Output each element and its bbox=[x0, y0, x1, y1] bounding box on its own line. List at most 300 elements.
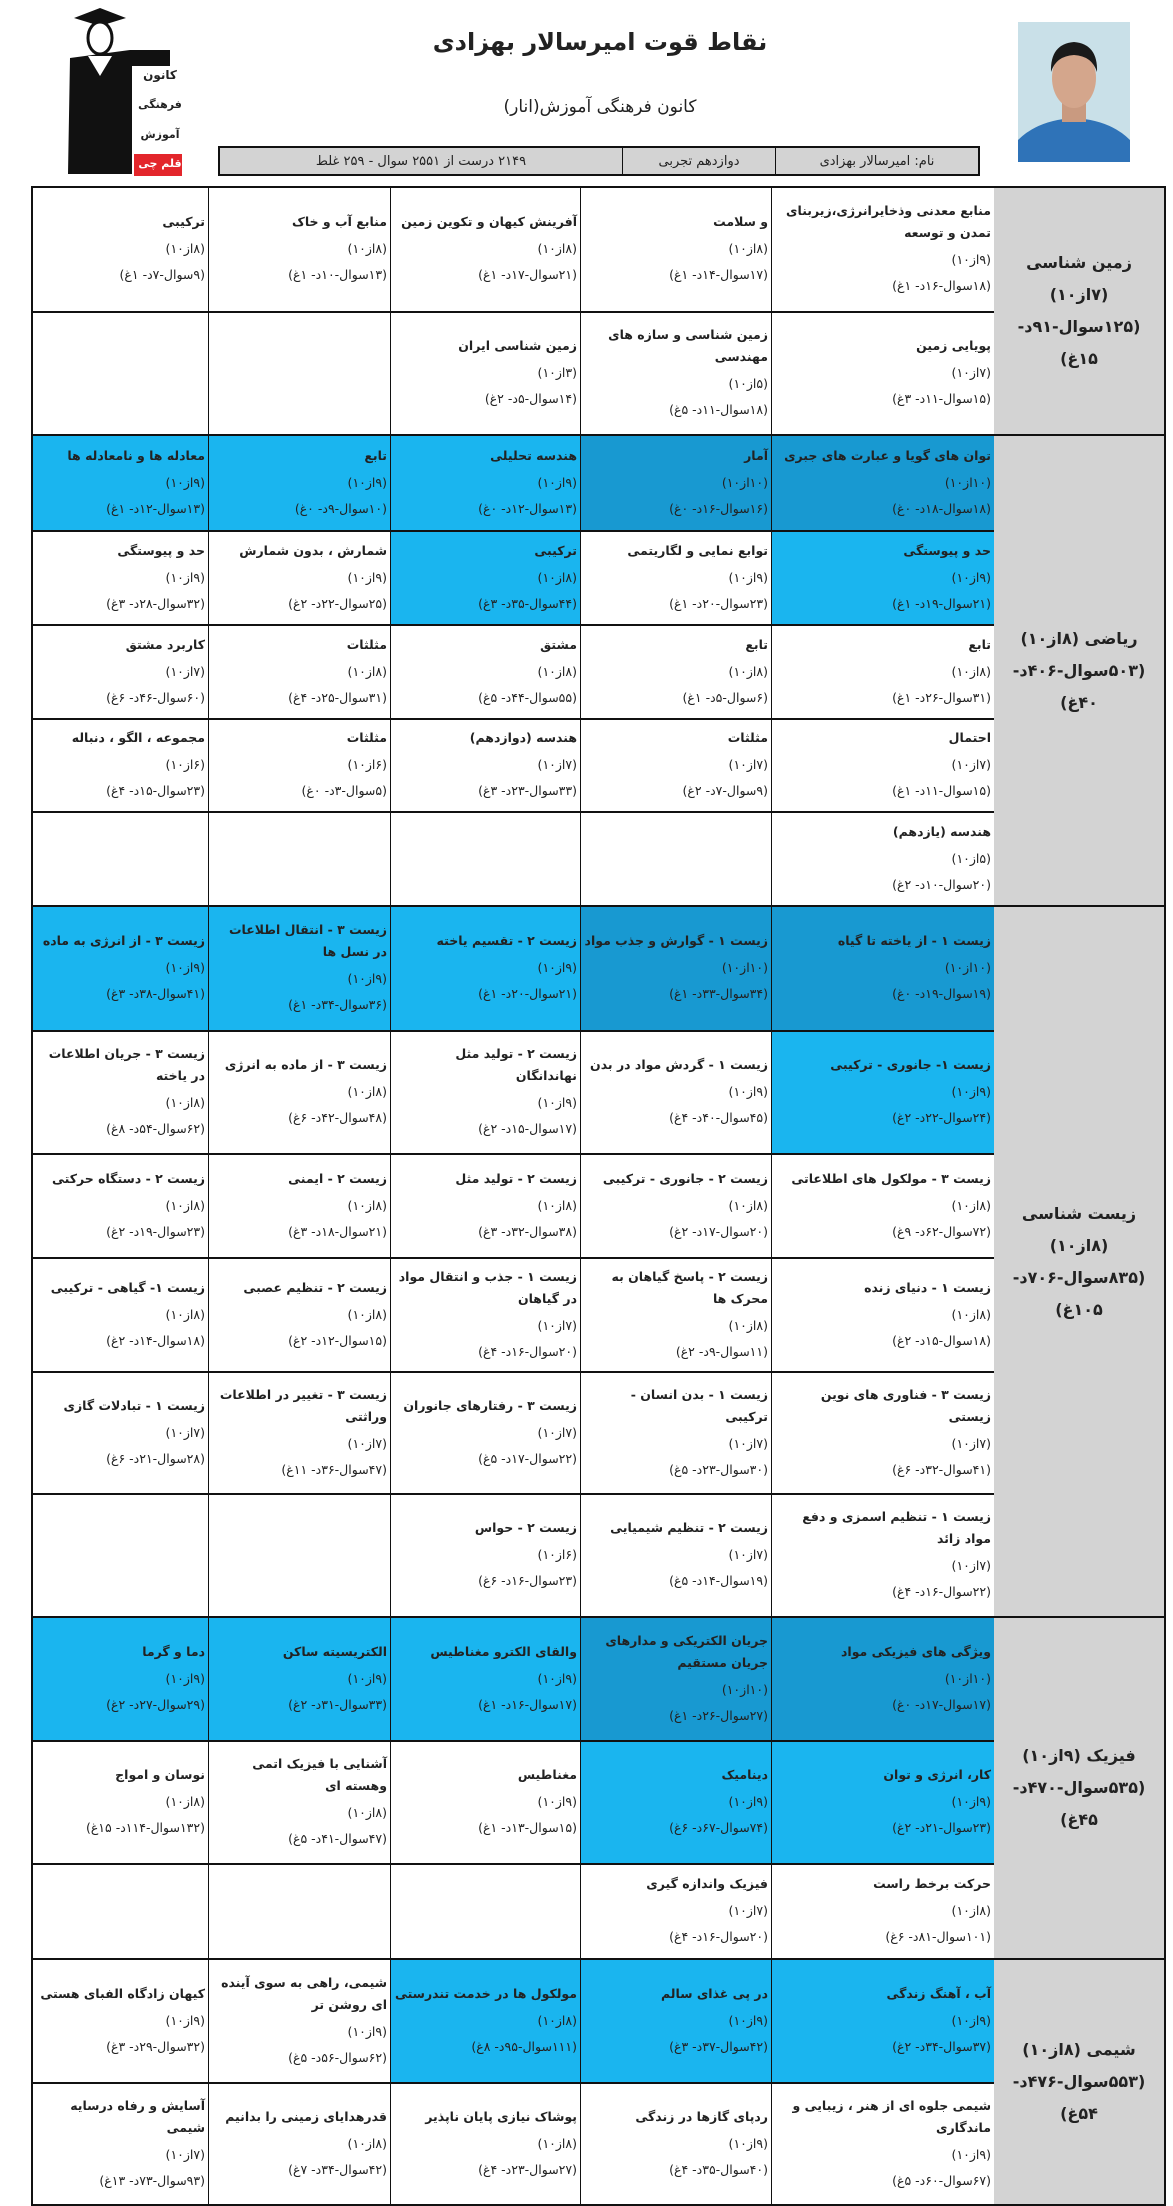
topic-title: زیست ۱ - گوارش و جذب مواد bbox=[584, 933, 768, 948]
topic-stats: (۲۰سوال-۱۷د- ۲غ) bbox=[669, 1223, 768, 1239]
subject-summary-cell bbox=[994, 436, 1164, 905]
topic-score: (۸از۱۰) bbox=[728, 1317, 768, 1333]
topic-title: شمارش ، بدون شمارش bbox=[239, 542, 387, 558]
topic-cell bbox=[209, 1032, 391, 1153]
subject-stats: (۸۳۵سوال-۷۰۶د- ۱۰۵غ) bbox=[1012, 1267, 1146, 1319]
topic-cell bbox=[581, 907, 772, 1030]
topic-title: آسایش و رفاه درسایه شیمی bbox=[70, 2097, 205, 2135]
topic-cell bbox=[581, 1865, 772, 1958]
topic-stats: (۳۲سوال-۲۹د- ۳غ) bbox=[106, 2038, 205, 2054]
table-row bbox=[33, 1153, 994, 1257]
topic-score: (۷از۱۰) bbox=[537, 1424, 577, 1440]
topic-score: (۸از۱۰) bbox=[537, 241, 577, 256]
topic-score: (۹از۱۰) bbox=[537, 1794, 577, 1809]
topic-stats: (۶۷سوال-۶۰د- ۵غ) bbox=[892, 2172, 991, 2188]
topic-score: (۵از۱۰) bbox=[951, 850, 991, 866]
subject-name: ریاضی bbox=[1084, 628, 1138, 648]
topic-cell bbox=[772, 532, 994, 624]
topic-title: مثلثات bbox=[346, 636, 387, 652]
topic-cell bbox=[209, 532, 391, 624]
topic-title: زیست ۳ - رفتارهای جانوران bbox=[403, 1397, 577, 1413]
topic-title: مشتق bbox=[540, 636, 577, 652]
topic-title: هندسه (یازدهم) bbox=[892, 823, 991, 839]
topic-score: (۸از۱۰) bbox=[165, 1197, 205, 1213]
topic-cell bbox=[772, 436, 994, 530]
topic-title: زمین شناسی و سازه های مهندسی bbox=[608, 327, 768, 364]
topic-cell bbox=[33, 2084, 209, 2204]
topic-cell bbox=[209, 907, 391, 1030]
topic-cell bbox=[391, 2084, 581, 2204]
topic-score: (۹از۱۰) bbox=[537, 474, 577, 490]
table-row bbox=[33, 718, 994, 811]
topic-stats: (۱۷سوال-۱۶د- ۱غ) bbox=[478, 1696, 577, 1712]
topic-stats: (۱۸سوال-۱۱د- ۵غ) bbox=[669, 402, 768, 417]
topic-cell bbox=[33, 1259, 209, 1371]
topic-score: (۹از۱۰) bbox=[347, 2023, 387, 2039]
topic-title: زیست ۲ - پاسخ گیاهان به محرک ها bbox=[611, 1268, 768, 1306]
topic-cell bbox=[33, 907, 209, 1030]
logo-word-amoozesh: آموزش bbox=[140, 128, 180, 141]
topic-title: آب ، آهنگ زندگی bbox=[886, 1985, 991, 2001]
topic-score: (۸از۱۰) bbox=[165, 241, 205, 256]
topic-stats: (۲۵سوال-۲۲د- ۲غ) bbox=[288, 595, 387, 611]
empty-cell bbox=[209, 313, 391, 434]
topic-cell bbox=[33, 1618, 209, 1740]
topic-cell bbox=[772, 720, 994, 811]
topic-cell bbox=[581, 436, 772, 530]
topic-score: (۹از۱۰) bbox=[951, 2012, 991, 2028]
topic-score: (۹از۱۰) bbox=[951, 1794, 991, 1809]
topic-cell bbox=[391, 313, 581, 434]
topic-score: (۹از۱۰) bbox=[165, 569, 205, 585]
topic-stats: (۲۳سوال-۱۹د- ۲غ) bbox=[106, 1223, 205, 1239]
topic-stats: (۲۰سوال-۱۰د- ۲غ) bbox=[892, 876, 991, 892]
subject-summary-text bbox=[1000, 1198, 1158, 1326]
topic-cell bbox=[391, 1495, 581, 1616]
topic-rows bbox=[33, 1960, 994, 2204]
topic-cell bbox=[391, 188, 581, 311]
topic-cell bbox=[581, 1495, 772, 1616]
topic-score: (۶از۱۰) bbox=[347, 757, 387, 772]
topic-title: مثلثات bbox=[727, 730, 768, 745]
subject-block bbox=[33, 907, 1164, 1618]
subject-name: زمین شناسی bbox=[1026, 253, 1132, 272]
graduate-figure-icon bbox=[60, 6, 184, 176]
topic-title: منابع آب و خاک bbox=[292, 214, 387, 229]
topic-cell bbox=[581, 1032, 772, 1153]
topic-cell bbox=[391, 1032, 581, 1153]
topic-stats: (۴۱سوال-۳۸د- ۳غ) bbox=[106, 986, 205, 1001]
topic-cell bbox=[772, 907, 994, 1030]
topic-cell bbox=[772, 1742, 994, 1863]
topic-score: (۳از۱۰) bbox=[537, 365, 577, 380]
topic-score: (۹از۱۰) bbox=[728, 2135, 768, 2151]
topic-score: (۷از۱۰) bbox=[537, 1317, 577, 1333]
topic-cell bbox=[581, 1960, 772, 2082]
topic-score: (۷از۱۰) bbox=[165, 1424, 205, 1440]
empty-cell bbox=[391, 1865, 581, 1958]
topic-stats: (۱۹سوال-۱۴د- ۵غ) bbox=[669, 1573, 768, 1588]
topic-score: (۷از۱۰) bbox=[728, 757, 768, 772]
topic-stats: (۳۳سوال-۳۱د- ۲غ) bbox=[288, 1696, 387, 1712]
topic-score: (۸از۱۰) bbox=[537, 1197, 577, 1213]
topic-title: و سلامت bbox=[713, 214, 768, 229]
topic-score: (۷از۱۰) bbox=[537, 757, 577, 772]
topic-score: (۹از۱۰) bbox=[347, 569, 387, 585]
topic-cell bbox=[33, 1373, 209, 1493]
topic-stats: (۴۸سوال-۴۲د- ۶غ) bbox=[288, 1110, 387, 1125]
topic-score: (۱۰از۱۰) bbox=[944, 960, 991, 975]
topic-stats: (۱۶سوال-۱۶د- ۰غ) bbox=[669, 500, 768, 516]
topic-title: آشنایی با فیزیک اتمی وهسته ای bbox=[252, 1756, 387, 1793]
subject-summary-cell bbox=[994, 188, 1164, 434]
topic-stats: (۴۴سوال-۳۵د- ۳غ) bbox=[478, 595, 577, 611]
topic-cell bbox=[391, 1742, 581, 1863]
topic-stats: (۱۵سوال-۱۳د- ۱غ) bbox=[478, 1820, 577, 1835]
topic-stats: (۲۳سوال-۱۵د- ۴غ) bbox=[106, 783, 205, 798]
subject-block bbox=[33, 1960, 1164, 2206]
topic-score: (۶از۱۰) bbox=[537, 1547, 577, 1562]
table-row bbox=[33, 2082, 994, 2204]
topic-title: هندسه تحلیلی bbox=[490, 447, 577, 463]
topic-stats: (۶سوال-۵د- ۱غ) bbox=[682, 689, 768, 705]
topic-stats: (۱۷سوال-۱۴د- ۱غ) bbox=[669, 267, 768, 282]
topic-rows bbox=[33, 436, 994, 905]
topic-score: (۶از۱۰) bbox=[165, 757, 205, 772]
topic-stats: (۲۹سوال-۲۷د- ۲غ) bbox=[106, 1696, 205, 1712]
topic-cell bbox=[772, 1618, 994, 1740]
subject-stats: (۵۳۵سوال-۴۷۰د- ۴۵غ) bbox=[1012, 1778, 1146, 1829]
topic-cell bbox=[391, 436, 581, 530]
topic-stats: (۲۱سوال-۱۷د- ۱غ) bbox=[478, 267, 577, 282]
topic-stats: (۲۳سوال-۲۰د- ۱غ) bbox=[669, 595, 768, 611]
topic-score: (۷از۱۰) bbox=[951, 365, 991, 380]
topic-stats: (۱۷سوال-۱۷د- ۰غ) bbox=[892, 1696, 991, 1712]
topic-cell bbox=[391, 1155, 581, 1257]
topic-cell bbox=[772, 1032, 994, 1153]
topic-score: (۹از۱۰) bbox=[537, 1670, 577, 1686]
topic-score: (۷از۱۰) bbox=[165, 2146, 205, 2162]
topic-cell bbox=[209, 2084, 391, 2204]
topic-title: تابع bbox=[968, 636, 991, 652]
table-row bbox=[33, 1960, 994, 2082]
topic-cell bbox=[581, 626, 772, 718]
topic-stats: (۱۱۱سوال-۹۵د- ۸غ) bbox=[471, 2038, 577, 2054]
topic-cell bbox=[581, 720, 772, 811]
topic-title: زیست ۳ - انتقال اطلاعات در نسل ها bbox=[228, 922, 387, 959]
topic-score: (۸از۱۰) bbox=[347, 1805, 387, 1820]
table-row bbox=[33, 811, 994, 905]
topic-stats: (۱۳سوال-۱۲د- ۱غ) bbox=[106, 500, 205, 516]
topic-stats: (۹سوال-۷د- ۱غ) bbox=[119, 267, 205, 282]
topic-title: زیست ۱ - جذب و انتقال مواد در گیاهان bbox=[398, 1268, 577, 1306]
topic-score: (۱۰از۱۰) bbox=[721, 960, 768, 975]
topic-score: (۷از۱۰) bbox=[347, 1435, 387, 1451]
topic-score: (۸از۱۰) bbox=[347, 241, 387, 256]
page-title: نقاط قوت امیرسالار بهزادی bbox=[432, 28, 768, 56]
topic-score: (۷از۱۰) bbox=[728, 1547, 768, 1562]
logo-word-farhangi: فرهنگی bbox=[138, 98, 182, 111]
topic-score: (۸از۱۰) bbox=[165, 1095, 205, 1110]
kanoon-logo bbox=[60, 6, 184, 176]
topic-stats: (۷۲سوال-۶۲د- ۹غ) bbox=[892, 1223, 991, 1239]
topic-title: مجموعه ، الگو ، دنباله bbox=[71, 730, 205, 745]
topic-score: (۹از۱۰) bbox=[728, 1084, 768, 1099]
topic-title: شیمی جلوه ای از هنر ، زیبایی و ماندگاری bbox=[792, 2097, 991, 2135]
empty-cell bbox=[209, 1495, 391, 1616]
topic-cell bbox=[391, 1259, 581, 1371]
topic-stats: (۲۴سوال-۲۲د- ۲غ) bbox=[892, 1110, 991, 1125]
topic-title: والقای الکترو مغناطیس bbox=[430, 1643, 577, 1659]
topic-stats: (۴۱سوال-۳۲د- ۶غ) bbox=[892, 1461, 991, 1477]
topic-cell bbox=[209, 1742, 391, 1863]
table-row bbox=[33, 624, 994, 718]
topic-title: زیست ۱ - دنیای زنده bbox=[864, 1279, 991, 1295]
topic-score: (۸از۱۰) bbox=[165, 1306, 205, 1322]
topic-stats: (۴۲سوال-۳۷د- ۳غ) bbox=[669, 2038, 768, 2054]
topic-score: (۹از۱۰) bbox=[951, 252, 991, 267]
topic-cell bbox=[391, 626, 581, 718]
topic-stats: (۱۷سوال-۱۵د- ۲غ) bbox=[478, 1121, 577, 1136]
topic-cell bbox=[391, 907, 581, 1030]
topic-title: آمار bbox=[744, 447, 768, 463]
topic-stats: (۱۸سوال-۱۶د- ۱غ) bbox=[892, 278, 991, 293]
topic-title: آفرینش کیهان و تکوین زمین bbox=[401, 214, 577, 229]
topic-cell bbox=[772, 1495, 994, 1616]
topic-title: پوشاک نیازی پایان ناپذیر bbox=[425, 2108, 577, 2124]
subject-block bbox=[33, 436, 1164, 907]
topic-stats: (۲۰سوال-۱۶د- ۴غ) bbox=[669, 1929, 768, 1944]
subject-summary-text bbox=[1000, 247, 1158, 375]
topic-stats: (۳۱سوال-۲۵د- ۴غ) bbox=[288, 689, 387, 705]
subject-score: (۸از۱۰) bbox=[1020, 628, 1080, 648]
topic-title: کار، انرژی و توان bbox=[883, 1767, 991, 1782]
topic-title: زیست ۱ - تبادلات گازی bbox=[63, 1397, 205, 1413]
table-row bbox=[33, 1740, 994, 1863]
topic-title: زیست ۱ - گردش مواد در بدن bbox=[590, 1057, 768, 1072]
subject-stats: (۵۰۳سوال-۴۰۶د- ۴۰غ) bbox=[1012, 660, 1146, 712]
topic-stats: (۱۰۱سوال-۸۱د- ۶غ) bbox=[885, 1929, 991, 1944]
topic-cell bbox=[772, 188, 994, 311]
subject-name: زیست شناسی bbox=[1021, 1203, 1137, 1223]
topic-title: زیست ۱- جانوری - ترکیبی bbox=[830, 1057, 991, 1072]
topic-score: (۷از۱۰) bbox=[165, 663, 205, 679]
topic-cell bbox=[33, 1032, 209, 1153]
topic-title: فیزیک واندازه گیری bbox=[646, 1876, 768, 1891]
topic-score: (۱۰از۱۰) bbox=[721, 474, 768, 490]
topic-score: (۹از۱۰) bbox=[728, 569, 768, 585]
table-row bbox=[33, 1863, 994, 1958]
topic-title: زیست ۳ - جریان اطلاعات در یاخته bbox=[48, 1046, 205, 1083]
topic-cell bbox=[581, 188, 772, 311]
subject-score: (۸از۱۰) bbox=[1022, 2040, 1081, 2059]
topic-title: زیست ۳ - تغییر در اطلاعات وراثتی bbox=[219, 1386, 387, 1424]
subject-block bbox=[33, 188, 1164, 436]
topic-score: (۹از۱۰) bbox=[951, 2146, 991, 2162]
topic-score: (۷از۱۰) bbox=[951, 1435, 991, 1451]
topic-score: (۷از۱۰) bbox=[728, 1435, 768, 1451]
topic-score: (۹از۱۰) bbox=[537, 960, 577, 975]
topic-cell bbox=[33, 626, 209, 718]
topic-score: (۸از۱۰) bbox=[537, 569, 577, 585]
topic-title: دینامیک bbox=[721, 1767, 768, 1782]
topic-cell bbox=[391, 532, 581, 624]
topic-score: (۹از۱۰) bbox=[728, 1794, 768, 1809]
topic-cell bbox=[391, 1960, 581, 2082]
topic-title: زیست ۳ - از انرژی به ماده bbox=[42, 933, 205, 948]
topic-score: (۷از۱۰) bbox=[951, 757, 991, 772]
topic-title: معادله ها و نامعادله ها bbox=[67, 447, 205, 463]
topic-cell bbox=[581, 532, 772, 624]
topic-score: (۸از۱۰) bbox=[537, 2012, 577, 2028]
empty-cell bbox=[33, 1495, 209, 1616]
topic-stats: (۱۵سوال-۱۲د- ۲غ) bbox=[288, 1332, 387, 1348]
topic-cell bbox=[581, 1373, 772, 1493]
table-row bbox=[33, 1257, 994, 1371]
topic-title: مغناطیس bbox=[517, 1767, 577, 1782]
topic-title: زیست ۳ - مولکول های اطلاعاتی bbox=[791, 1170, 991, 1186]
topic-stats: (۱۸سوال-۱۵د- ۲غ) bbox=[892, 1332, 991, 1348]
topic-score: (۱۰از۱۰) bbox=[944, 1670, 991, 1686]
topic-stats: (۳۸سوال-۳۲د- ۳غ) bbox=[478, 1223, 577, 1239]
topic-title: مولکول ها در خدمت تندرستی bbox=[394, 1985, 577, 2001]
topic-stats: (۱۹سوال-۱۹د- ۰غ) bbox=[892, 986, 991, 1001]
subject-summary-text bbox=[1000, 623, 1158, 719]
topic-score: (۹از۱۰) bbox=[951, 1084, 991, 1099]
topic-title: زیست ۱ - تنظیم اسمزی و دفع مواد زائد bbox=[802, 1509, 991, 1546]
topic-title: زیست ۲ - تنظیم شیمیایی bbox=[610, 1520, 768, 1535]
subject-summary-cell bbox=[994, 907, 1164, 1616]
topic-stats: (۳۷سوال-۳۴د- ۲غ) bbox=[892, 2038, 991, 2054]
table-row bbox=[33, 188, 994, 311]
topic-score: (۷از۱۰) bbox=[951, 1558, 991, 1573]
topic-score: (۸از۱۰) bbox=[951, 1197, 991, 1213]
table-row bbox=[33, 311, 994, 434]
topic-stats: (۳۲سوال-۲۸د- ۳غ) bbox=[106, 595, 205, 611]
topic-title: هندسه (دوازدهم) bbox=[469, 730, 577, 745]
topic-stats: (۲۱سوال-۲۰د- ۱غ) bbox=[478, 986, 577, 1001]
topic-score: (۹از۱۰) bbox=[165, 960, 205, 975]
overall-summary: ۲۱۴۹ درست از ۲۵۵۱ سوال - ۲۵۹ غلط bbox=[315, 153, 527, 169]
topic-score: (۸از۱۰) bbox=[537, 663, 577, 679]
empty-cell bbox=[391, 813, 581, 905]
topic-cell bbox=[772, 2084, 994, 2204]
topic-stats: (۲۲سوال-۱۷د- ۵غ) bbox=[478, 1450, 577, 1466]
topic-score: (۹از۱۰) bbox=[165, 474, 205, 490]
student-portrait-icon bbox=[1018, 22, 1130, 162]
topic-cell bbox=[33, 188, 209, 311]
topic-score: (۸از۱۰) bbox=[165, 1794, 205, 1809]
topic-score: (۹از۱۰) bbox=[347, 474, 387, 490]
topic-title: زمین شناسی ایران bbox=[458, 338, 577, 353]
topic-rows bbox=[33, 188, 994, 434]
topic-title: احتمال bbox=[948, 730, 991, 745]
topic-score: (۸از۱۰) bbox=[347, 663, 387, 679]
topic-cell bbox=[772, 813, 994, 905]
topic-title: کاربرد مشتق bbox=[125, 636, 205, 652]
topic-cell bbox=[209, 1373, 391, 1493]
topic-score: (۹از۱۰) bbox=[165, 1670, 205, 1686]
student-info-bar bbox=[218, 146, 980, 176]
table-row bbox=[33, 1371, 994, 1493]
empty-cell bbox=[581, 813, 772, 905]
strengths-table bbox=[31, 186, 1166, 2206]
topic-cell bbox=[581, 1155, 772, 1257]
subject-summary-cell bbox=[994, 1960, 1164, 2204]
subject-summary-text bbox=[1000, 1740, 1158, 1836]
topic-stats: (۴۰سوال-۳۵د- ۴غ) bbox=[669, 2161, 768, 2177]
topic-stats: (۷۴سوال-۶۷د- ۶غ) bbox=[669, 1820, 768, 1835]
topic-score: (۹از۱۰) bbox=[537, 1095, 577, 1110]
table-row bbox=[33, 530, 994, 624]
topic-score: (۸از۱۰) bbox=[347, 2135, 387, 2151]
topic-stats: (۴۵سوال-۴۰د- ۴غ) bbox=[669, 1110, 768, 1125]
topic-score: (۸از۱۰) bbox=[728, 663, 768, 679]
topic-score: (۱۰از۱۰) bbox=[721, 1681, 768, 1697]
topic-stats: (۲۸سوال-۲۱د- ۶غ) bbox=[106, 1450, 205, 1466]
table-row bbox=[33, 1030, 994, 1153]
topic-stats: (۱۸سوال-۱۸د- ۰غ) bbox=[892, 500, 991, 516]
topic-cell bbox=[209, 1618, 391, 1740]
topic-cell bbox=[391, 720, 581, 811]
topic-title: ویژگی های فیزیکی مواد bbox=[841, 1643, 991, 1659]
topic-cell bbox=[33, 532, 209, 624]
topic-stats: (۲۱سوال-۱۸د- ۳غ) bbox=[288, 1223, 387, 1239]
topic-stats: (۱۵سوال-۱۱د- ۳غ) bbox=[892, 391, 991, 406]
topic-cell bbox=[581, 2084, 772, 2204]
topic-cell bbox=[209, 1155, 391, 1257]
topic-score: (۹از۱۰) bbox=[347, 1670, 387, 1686]
topic-title: زیست ۳ - از ماده به انرژی bbox=[224, 1057, 387, 1072]
topic-stats: (۳۱سوال-۲۶د- ۱غ) bbox=[892, 689, 991, 705]
topic-stats: (۲۳سوال-۲۱د- ۲غ) bbox=[892, 1820, 991, 1835]
topic-cell bbox=[772, 1259, 994, 1371]
topic-title: کیهان زادگاه الفبای هستی bbox=[40, 1985, 205, 2001]
logo-word-ghalamchi: قلم چی bbox=[138, 157, 182, 170]
topic-title: زیست ۲ - تولید مثل نهاندانگان bbox=[455, 1046, 577, 1083]
topic-score: (۹از۱۰) bbox=[951, 569, 991, 585]
topic-title: زیست ۱ - از یاخته تا گیاه bbox=[837, 933, 991, 948]
topic-score: (۹از۱۰) bbox=[165, 2012, 205, 2028]
topic-score: (۸از۱۰) bbox=[347, 1197, 387, 1213]
table-row bbox=[33, 1493, 994, 1616]
topic-stats: (۳۴سوال-۳۳د- ۱غ) bbox=[669, 986, 768, 1001]
topic-score: (۸از۱۰) bbox=[951, 663, 991, 679]
topic-stats: (۲۲سوال-۱۶د- ۴غ) bbox=[892, 1584, 991, 1599]
topic-score: (۹از۱۰) bbox=[347, 971, 387, 986]
topic-title: الکتریسیته ساکن bbox=[282, 1643, 387, 1659]
topic-stats: (۳۳سوال-۲۳د- ۳غ) bbox=[478, 783, 577, 798]
topic-title: زیست ۲ - ایمنی bbox=[288, 1170, 387, 1186]
subject-stats: (۵۵۳سوال-۴۷۶د- ۵۴غ) bbox=[1012, 2072, 1146, 2123]
topic-score: (۸از۱۰) bbox=[537, 2135, 577, 2151]
topic-title: توان های گویا و عبارت های جبری bbox=[784, 447, 991, 463]
topic-title: تابع bbox=[364, 447, 387, 463]
table-row bbox=[33, 1618, 994, 1740]
topic-stats: (۱۳۲سوال-۱۱۴د- ۱۵غ) bbox=[85, 1820, 205, 1835]
topic-cell bbox=[391, 1373, 581, 1493]
empty-cell bbox=[209, 813, 391, 905]
topic-title: پویایی زمین bbox=[916, 338, 991, 353]
topic-title: تابع bbox=[745, 636, 768, 652]
topic-cell bbox=[772, 1373, 994, 1493]
topic-stats: (۶۰سوال-۴۶د- ۶غ) bbox=[106, 689, 205, 705]
topic-title: ترکیبی bbox=[534, 542, 577, 558]
topic-title: قدرهدایای زمینی را بدانیم bbox=[225, 2108, 387, 2124]
topic-cell bbox=[581, 1618, 772, 1740]
topic-cell bbox=[33, 720, 209, 811]
topic-title: حد و پیوستگی bbox=[903, 542, 991, 558]
